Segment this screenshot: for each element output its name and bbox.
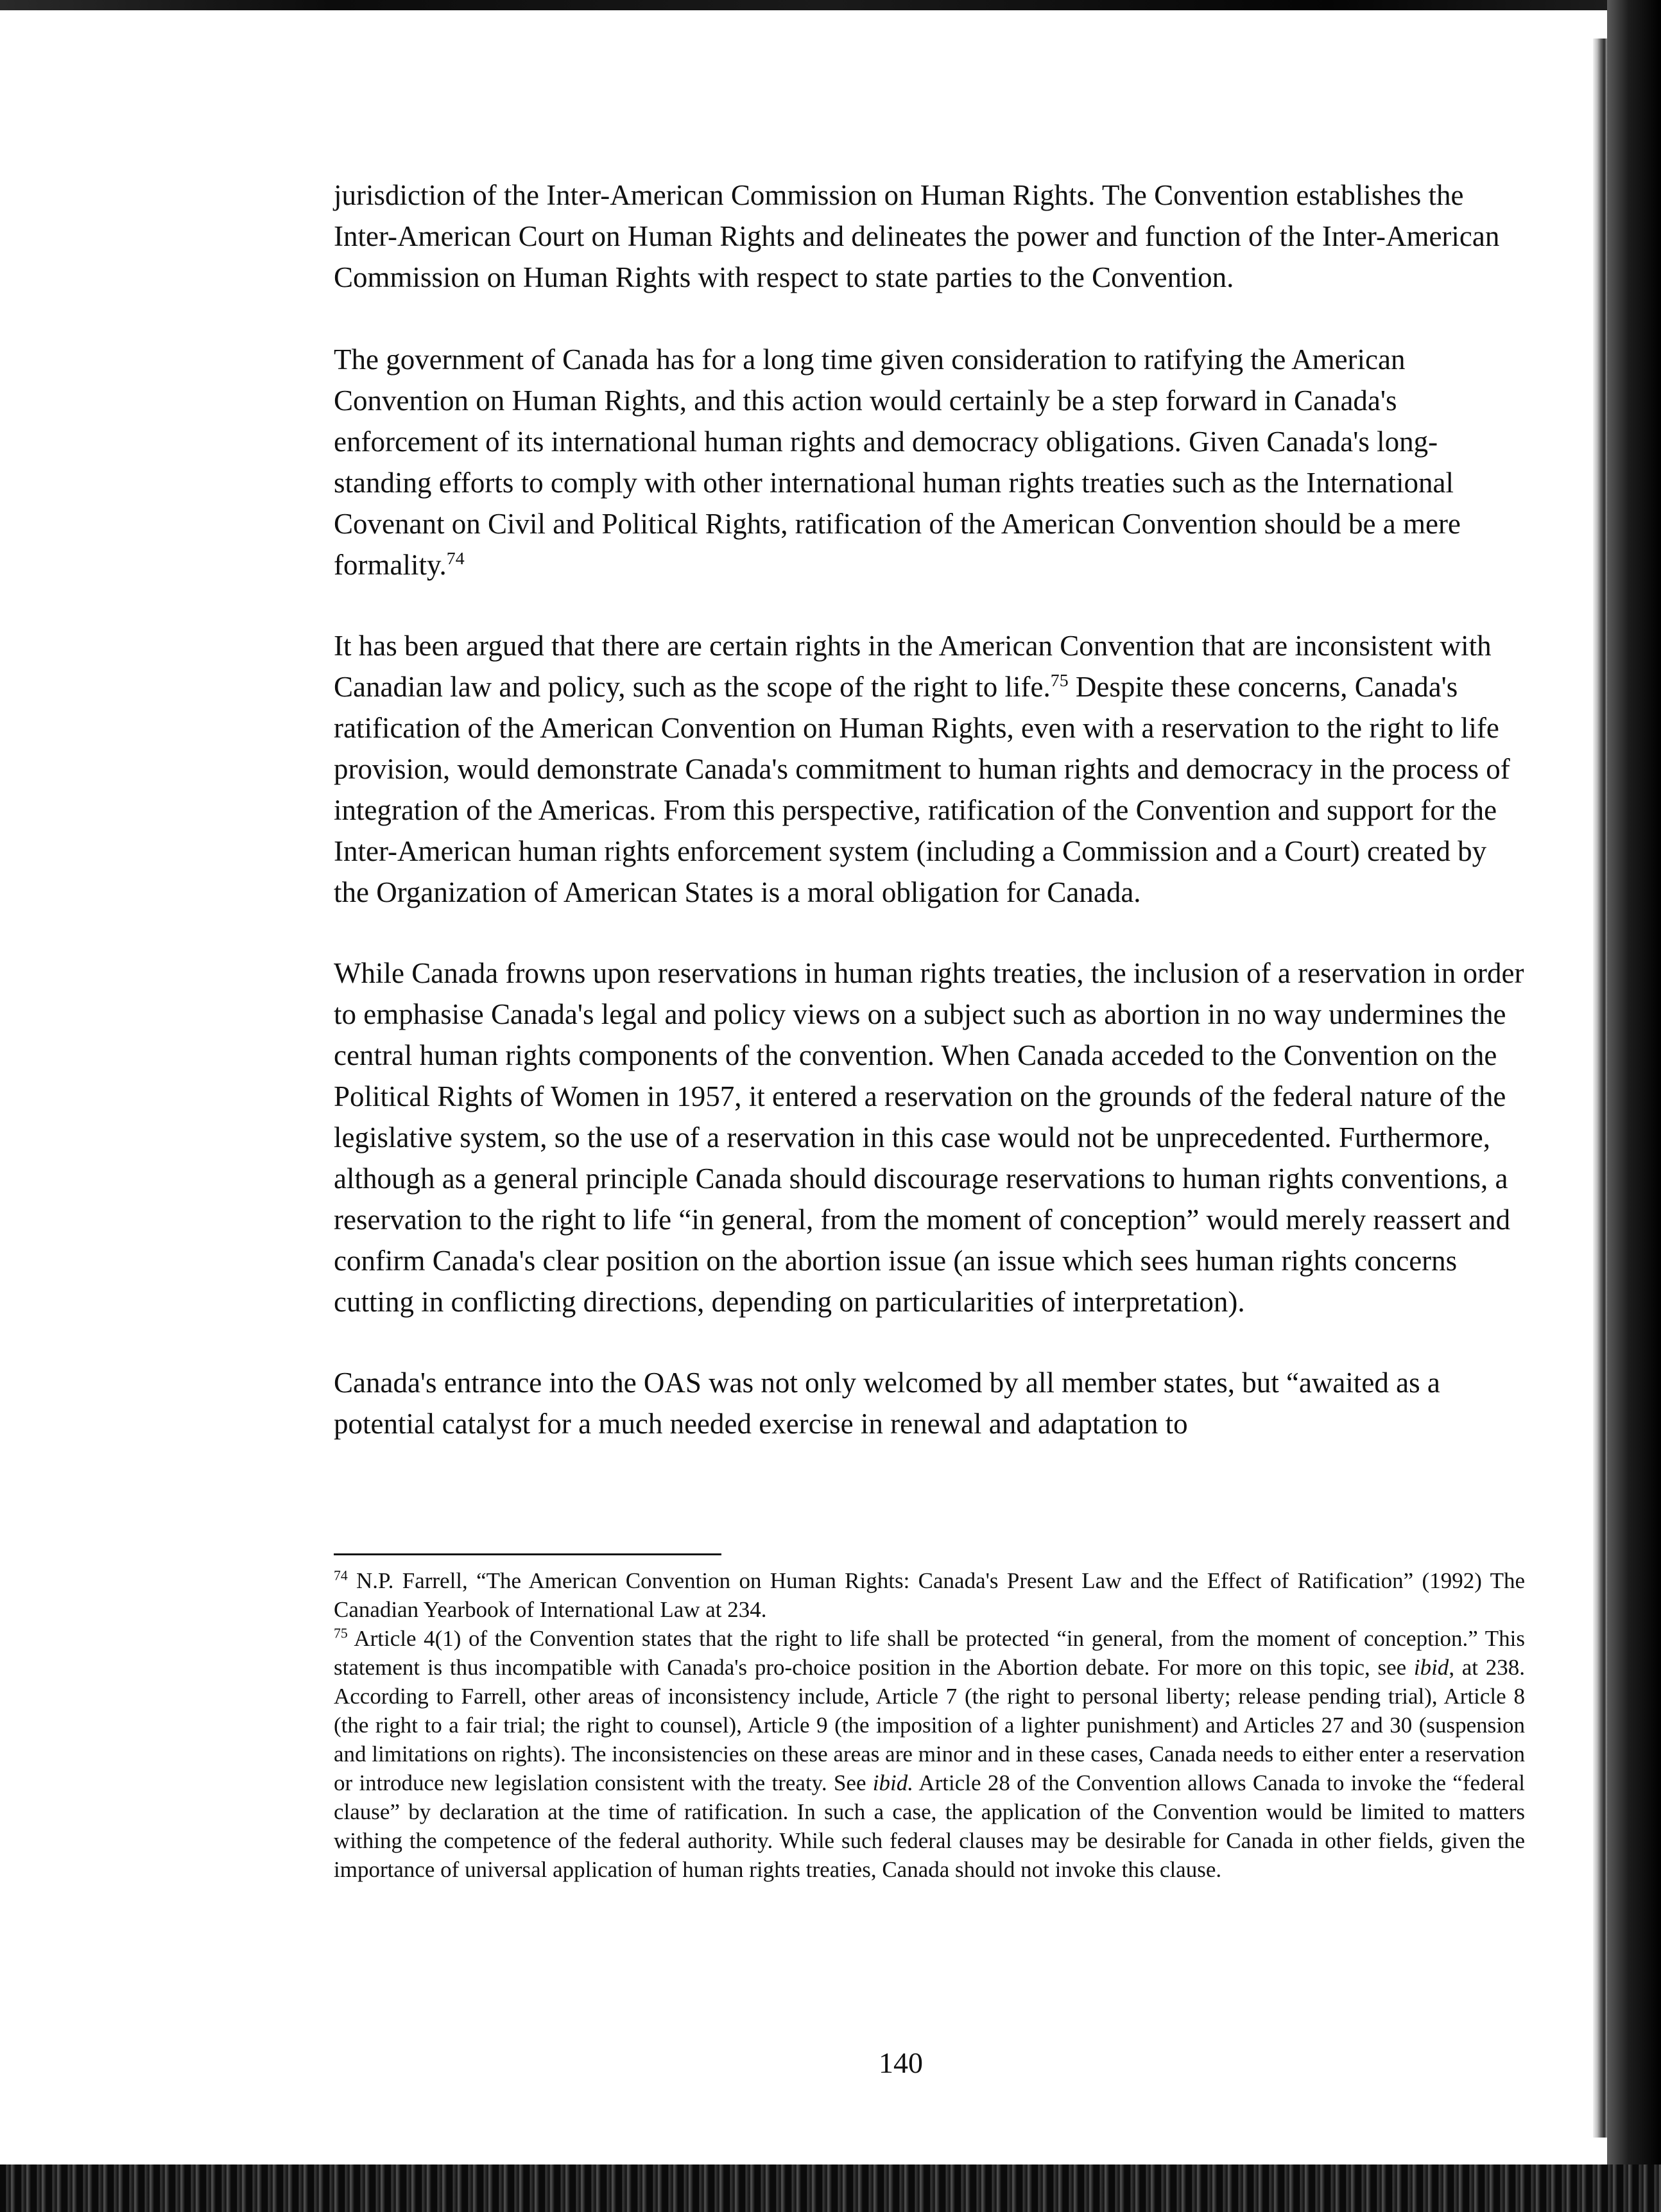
paragraph-2-text: The government of Canada has for a long time given consideration to ratifying the American Convention on Human Rights, and this action would certainly be a step forward in Canada's enforcement of its international human rights and democracy obligations. Given Canada's long-standing efforts to comply with other international human rights treaties such as the International Covenant on Civil and Political Rights, ratification of the American Convention should be a mere formality. (334, 343, 1461, 581)
footnote-74-number: 74 (334, 1568, 348, 1584)
scan-page-edge (1593, 39, 1607, 2138)
footnote-divider (334, 1553, 721, 1555)
paragraph-5-text: Canada's entrance into the OAS was not only welcomed by all member states, but “awaited as a potential catalyst for a much needed exercise in renewal and adaptation to (334, 1367, 1440, 1440)
paragraph-3-text-a: It has been argued that there are certain rights in the American Convention that are inconsistent with Canadian law and policy, such as the scope of the right to life. (334, 630, 1492, 703)
footnote-75-ibid-2: ibid. (872, 1770, 913, 1795)
footnote-75-text-c: Article 28 of the Convention allows Canada to invoke the “federal clause” by declaration at the time of ratification. In such a case, the application of the Convention would be limited to matters withing the competence of the federal authority. While such federal clauses may be desirable for Canada in other fields, given the importance of universal application of human rights treaties, Canada should not invoke this clause. (334, 1770, 1525, 1882)
paragraph-5 (334, 1362, 1528, 1444)
paragraph-4-text: While Canada frowns upon reservations in human rights treaties, the inclusion of a reservation in order to emphasise Canada's legal and policy views on a subject such as abortion in no way undermines the central human rights components of the convention. When Canada acceded to the Convention on the Political Rights of Women in 1957, it entered a reservation on the grounds of the federal nature of the legislative system, so the use of a reservation in this case would not be unprecedented. Furthermore, although as a general principle Canada should discourage reservations to human rights conventions, a reservation to the right to life “in general, from the moment of conception” would merely reassert and confirm Canada's clear position on the abortion issue (an issue which sees human rights concerns cutting in conflicting directions, depending on particularities of interpretation). (334, 957, 1524, 1318)
footnote-75-text-b: , at 238. According to Farrell, other areas of inconsistency include, Article 7 (the right to personal liberty; release pending trial), Article 8 (the right to a fair trial; the right to counsel), Article 9 (the imposition of a lighter punishment) and Articles 27 and 30 (suspension and limitations on rights). The inconsistencies on these areas are minor and in these cases, Canada needs to either enter a reservation or introduce new legislation consistent with the treaty. See (334, 1655, 1525, 1795)
page-number: 140 (879, 2046, 923, 2079)
footnote-74 (334, 1566, 1525, 1624)
footnote-75 (334, 1624, 1525, 1884)
paragraph-3 (334, 625, 1528, 913)
footnote-74-text: N.P. Farrell, “The American Convention on Human Rights: Canada's Present Law and the Effect of Ratification” (1992) The Canadian Yearbook of International Law at 234. (334, 1568, 1525, 1622)
paragraph-1-text: jurisdiction of the Inter-American Commission on Human Rights. The Convention establishes the Inter-American Court on Human Rights and delineates the power and function of the Inter-American Commission on Human Rights with respect to state parties to the Convention. (334, 179, 1500, 293)
paragraph-3-text-b: Despite these concerns, Canada's ratification of the American Convention on Human Rights, even with a reservation to the right to life provision, would demonstrate Canada's commitment to human rights and democracy in the process of integration of the Americas. From this perspective, ratification of the Convention and support for the Inter-American human rights enforcement system (including a Commission and a Court) created by the Organization of American States is a moral obligation for Canada. (334, 671, 1510, 908)
footnote-ref-74[interactable]: 74 (446, 549, 465, 569)
scan-border-right (1607, 0, 1661, 2212)
main-text (334, 175, 1528, 1444)
paragraph-4 (334, 953, 1528, 1322)
scan-border-bottom (0, 2164, 1661, 2212)
footnote-ref-75[interactable]: 75 (1050, 671, 1069, 691)
footnote-75-number: 75 (334, 1625, 348, 1641)
footnote-75-text-a: Article 4(1) of the Convention states that the right to life shall be protected “in general, from the moment of conception.” This statement is thus incompatible with Canada's pro-choice position in the Abortion debate. For more on this topic, see (334, 1626, 1525, 1680)
scan-border-top (0, 0, 1661, 10)
paragraph-2 (334, 339, 1528, 585)
footnotes (334, 1566, 1525, 1884)
paragraph-1 (334, 175, 1528, 298)
footnote-75-ibid-1: ibid (1413, 1655, 1449, 1680)
